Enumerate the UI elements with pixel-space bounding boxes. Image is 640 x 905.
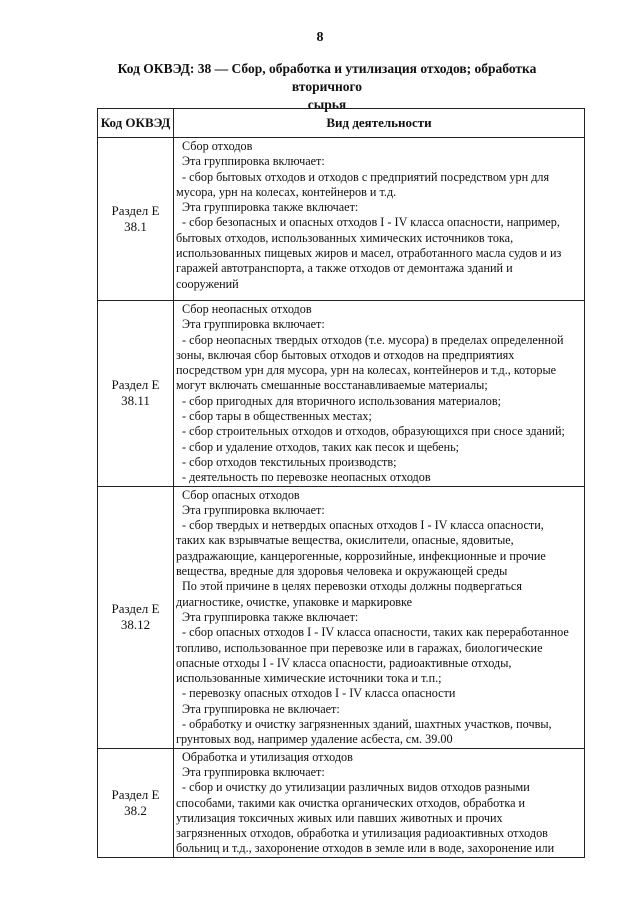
row-code-line: Раздел Е bbox=[111, 203, 160, 218]
row-description-cell bbox=[174, 301, 585, 487]
table-row bbox=[98, 748, 585, 857]
description-line: Эта группировка также включает: bbox=[182, 200, 359, 215]
description-line: - сбор твердых и нетвердых опасных отходов I - IV класса опасности, bbox=[182, 518, 544, 533]
description-line: Эта группировка включает: bbox=[182, 154, 325, 169]
description-line: - сбор безопасных и опасных отходов I - IV класса опасности, например, bbox=[182, 215, 560, 230]
description-line: гаражей автотранспорта, а также отходов от демонтажа зданий и bbox=[176, 261, 513, 276]
description-line: Сбор неопасных отходов bbox=[182, 302, 312, 316]
page-number: 8 bbox=[316, 30, 324, 45]
document-title-line-2: сырья bbox=[307, 97, 347, 112]
okved-table bbox=[97, 108, 585, 858]
document-title-line-1: Код ОКВЭД: 38 — Сбор, обработка и утилизация отходов; обработка вторичного bbox=[117, 61, 537, 94]
row-code-line: 38.11 bbox=[121, 393, 150, 409]
table-row bbox=[98, 486, 585, 748]
row-code-cell bbox=[98, 301, 174, 487]
row-code-line: Раздел Е bbox=[111, 786, 160, 802]
description-line: раздражающие, канцерогенные, коррозийные, инфекционные и прочие bbox=[176, 548, 546, 563]
description-line: использованных пищевых жиров и масел, отработанного масла судов и из bbox=[176, 246, 562, 261]
description-line: Эта группировка не включает: bbox=[182, 701, 340, 716]
table-row bbox=[98, 138, 585, 301]
row-code-line: Раздел Е bbox=[111, 377, 160, 393]
description-line: - перевозку опасных отходов I - IV класса опасности bbox=[182, 686, 456, 701]
description-line: зоны, включая сбор бытовых отходов и отходов на предприятиях bbox=[176, 347, 515, 362]
description-line: Эта группировка включает: bbox=[182, 764, 325, 779]
description-line: - сбор неопасных твердых отходов (т.е. мусора) в пределах определенной bbox=[182, 332, 564, 347]
description-line: Обработка и утилизация отходов bbox=[182, 749, 353, 764]
table-row bbox=[98, 301, 585, 487]
description-line: вещества, вредные для здоровья человека и окружающей среды bbox=[176, 564, 508, 579]
description-line: способами, такими как очистка органических отходов, обработка и bbox=[176, 795, 526, 810]
description-line: - сбор и очистку до утилизации различных видов отходов разными bbox=[182, 780, 530, 795]
description-line: загрязненных отходов, обработка и утилизация радиоактивных отходов bbox=[176, 826, 548, 841]
row-code-line: Раздел Е bbox=[111, 601, 160, 617]
header-activity: Вид деятельности bbox=[174, 109, 585, 138]
description-line: использованные химические источники тока и т.п.; bbox=[176, 671, 442, 686]
description-line: Сбор опасных отходов bbox=[182, 487, 300, 502]
document-title bbox=[92, 60, 562, 114]
description-line: таких как взрывчатые вещества, окислители, опасные, ядовитые, bbox=[176, 533, 514, 548]
description-line: посредством урн для мусора, урн на колесах, контейнеров и т.д., которые bbox=[176, 363, 557, 378]
description-line: опасные отходы I - IV класса опасности, радиоактивные отходы, bbox=[176, 655, 512, 670]
description-line: Эта группировка включает: bbox=[182, 317, 325, 332]
table-header-row bbox=[98, 109, 585, 138]
description-line: сооружений bbox=[176, 276, 239, 291]
row-code-cell bbox=[98, 486, 174, 748]
row-code-line: 38.2 bbox=[124, 802, 147, 818]
row-code-line: 38.12 bbox=[120, 617, 151, 633]
row-description-cell bbox=[174, 748, 585, 857]
description-line: Эта группировка также включает: bbox=[182, 609, 359, 624]
description-line: Сбор отходов bbox=[182, 139, 253, 153]
description-line: - деятельность по перевозке неопасных отходов bbox=[182, 470, 431, 485]
header-code: Код ОКВЭД bbox=[98, 109, 174, 138]
row-description-cell bbox=[174, 486, 585, 748]
description-line: - сбор строительных отходов и отходов, образующихся при сносе зданий; bbox=[182, 424, 565, 439]
description-line: - сбор и удаление отходов, таких как песок и щебень; bbox=[182, 439, 460, 454]
description-line: топливо, использованное при перевозке или в гаражах, биологические bbox=[176, 640, 543, 655]
description-line: утилизация токсичных живых или павших животных и прочих bbox=[176, 810, 503, 825]
description-line: больниц и т.д., захоронение отходов в земле или в воде, захоронение или bbox=[176, 841, 555, 856]
description-line: - сбор опасных отходов I - IV класса опасности, таких как переработанное bbox=[182, 625, 569, 640]
description-line: бытовых отходов, использованных химических источников тока, bbox=[176, 230, 514, 245]
description-line: - сбор отходов текстильных производств; bbox=[182, 454, 397, 469]
description-line: - сбор бытовых отходов и отходов с предприятий посредством урн для bbox=[182, 169, 550, 184]
row-description-cell bbox=[174, 138, 585, 301]
description-line: грунтовых вод, например удаление асбеста, см. 39.00 bbox=[176, 732, 453, 747]
description-line: По этой причине в целях перевозки отходы должны подвергаться bbox=[182, 579, 522, 594]
description-line: Эта группировка включает: bbox=[182, 502, 325, 517]
description-line: диагностике, очистке, упаковке и маркировке bbox=[176, 594, 413, 609]
row-code-cell bbox=[98, 748, 174, 857]
description-line: мусора, урн на колесах, контейнеров и т.д. bbox=[176, 184, 397, 199]
row-code-line: 38.1 bbox=[124, 219, 147, 234]
row-code-cell bbox=[98, 138, 174, 301]
description-line: - обработку и очистку загрязненных зданий, шахтных участков, почвы, bbox=[182, 717, 552, 732]
description-line: могут включать смешанные восстанавливаемые материалы; bbox=[176, 378, 488, 393]
description-line: - сбор пригодных для вторичного использования материалов; bbox=[182, 393, 502, 408]
description-line: - сбор тары в общественных местах; bbox=[182, 409, 372, 424]
